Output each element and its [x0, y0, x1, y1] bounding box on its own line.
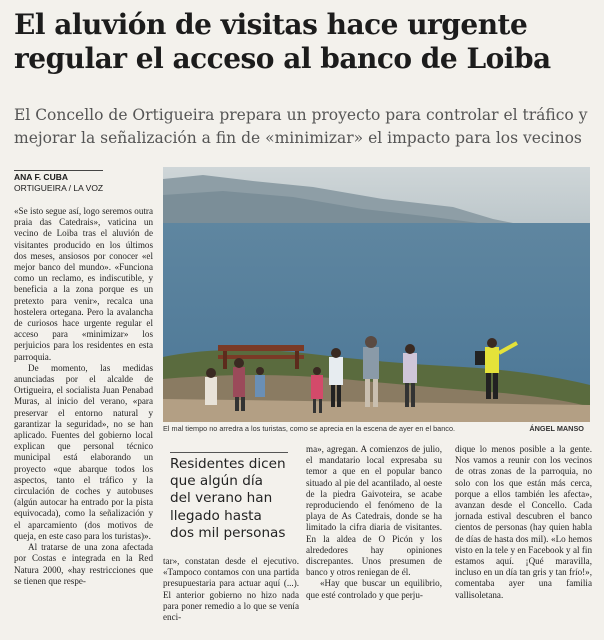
column-2-paragraph: tar», constatan desde el ejecutivo. «Tampoco contamos con una partida presupuestaria para actuar aquí (...). El anterior gobierno no hizo nada para poner remedio a lo que se venía enci-: [163, 556, 299, 623]
column-1-paragraph-2: De momento, las medidas anunciadas por el alcalde de Ortigueira, el socialista Juan Penabad Muras, al inicio del verano, «para preservar el entorno natural y garantizar la seguridad», no se han aplicado. Fuentes del gobierno local explican que personal técnico municipal está elaborando un proyecto «que abarque todos los aspectos, tanto el tráfico y la circulación de coches y autobuses (algún autocar ha entrado por la pista equivocada), como la señalización y el aparcamiento (dos motivos de queja, en este caso para los turistas)».: [14, 362, 153, 541]
subtitle: [14, 104, 598, 150]
caption-text: El mal tiempo no arredra a los turistas, como se aprecia en la escena de ayer en el banco.: [163, 424, 456, 433]
headline-line-2: regular el acceso al banco de Loiba: [14, 42, 551, 75]
headline-line-1: El aluvión de visitas hace urgente: [14, 8, 528, 41]
column-4-paragraph-1: dique lo menos posible a la gente. Nos vamos a reunir con los vecinos de otras zonas de la parroquia, no solo con los que están más cerca, porque a ellos también les afecta», avanzan desde el Concello. Cada jornada estival descubren el banco cientos de personas (hay quien habla de días de hasta dos mil). «Lo hemos visto en la tele y en Facebook y al fin estamos aquí. ¡Qué maravilla, incluso en un día tan gris y tan frío!», comentaba ayer una familia vallisoletana.: [455, 444, 592, 600]
byline: [14, 170, 103, 194]
article-column-3: [306, 444, 442, 601]
photo-caption: [163, 424, 590, 433]
column-1-paragraph-1: «Se isto segue así, logo seremos outra praia das Catedrais», vaticina un vecino de Loiba tras el aluvión de visitantes producido en los últimos dos meses, ansiosos por conocer «el mejor banco del mundo». «Funciona como un reclamo, es indiscutible, y beneficia a la zona porque es un pretexto para venir», recalca una hostelera ortegana. Pero la avalancha de curiosos hace urgente regular el acceso para «minimizar» los perjuicios para los residentes en esta parroquia.: [14, 206, 153, 362]
column-3-paragraph-1: ma», agregan. A comienzos de julio, el mandatario local expresaba su temor a que en el popular banco situado al pie del acantilado, al oeste de la piedra Gaivoteira, se acabe reproduciendo el fenómeno de la playa de As Catedrais, donde se ha limitado la cifra diaria de visitantes. En la aldea de O Picón y los alrededores hay opiniones discrepantes. Unos presumen de banco y otros reniegan de él.: [306, 444, 442, 578]
article-column-2: [163, 556, 299, 623]
headline: [14, 8, 594, 76]
beach-bench-photo-icon: [163, 167, 590, 422]
byline-location: ORTIGUEIRA / LA VOZ: [14, 183, 104, 193]
article-photo: [163, 167, 590, 422]
column-1-paragraph-3: Al tratarse de una zona afectada por Costas e integrada en la Red Natura 2000, «hay restricciones que se tienen que respe-: [14, 542, 153, 586]
subtitle-line-1: El Concello de Ortigueira prepara un proyecto para controlar el tráfico y: [14, 106, 588, 124]
article-column-4: [455, 444, 592, 601]
byline-author: ANA F. CUBA: [14, 170, 103, 183]
article-column-1: [14, 206, 153, 587]
pull-quote: Residentes dicen que algún día del verano han llegado hasta dos mil personas: [170, 452, 288, 542]
column-3-paragraph-2: «Hay que buscar un equilibrio, que esté controlado y que perju-: [306, 578, 442, 600]
subtitle-line-2: mejorar la señalización a fin de «minimizar» el impacto para los vecinos: [14, 129, 582, 147]
photo-credit: ÁNGEL MANSO: [529, 424, 584, 433]
